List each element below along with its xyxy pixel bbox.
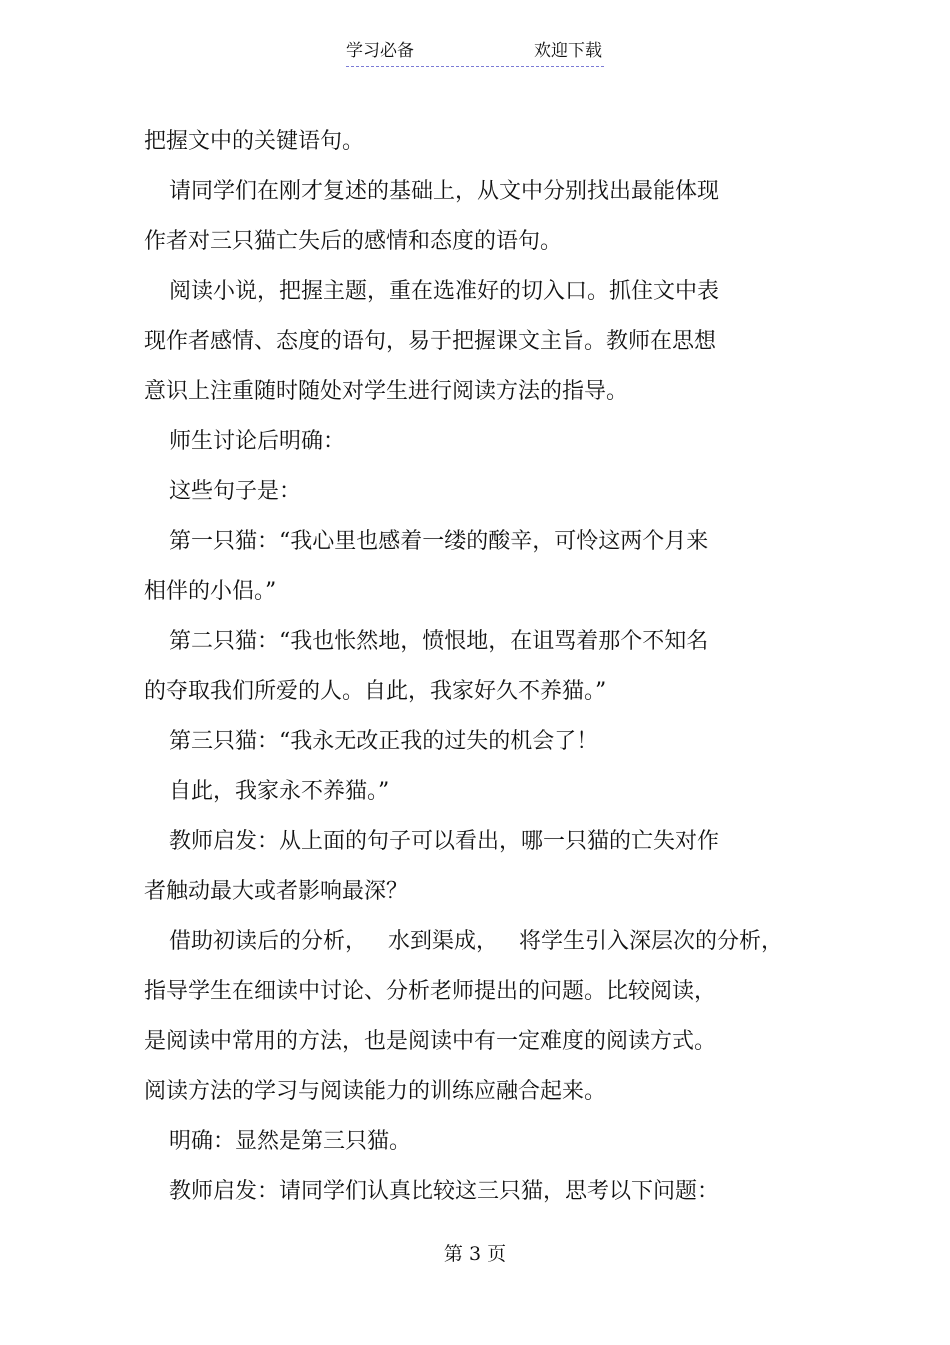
text-line: 是阅读中常用的方法，也是阅读中有一定难度的阅读方式。 bbox=[144, 1029, 717, 1054]
text-line: 第三只猫：“我永无改正我的过失的机会了！ bbox=[169, 729, 599, 754]
header-right-text: 欢迎下载 bbox=[534, 41, 602, 61]
text-line: 师生讨论后明确： bbox=[169, 429, 346, 454]
text-line: 教师启发：请同学们认真比较这三只猫，思考以下问题： bbox=[169, 1179, 720, 1204]
header-left-text: 学习必备 bbox=[346, 41, 414, 61]
text-line: 者触动最大或者影响最深？ bbox=[144, 879, 409, 904]
text-line: 的夺取我们所爱的人。自此，我家好久不养猫。” bbox=[144, 679, 607, 704]
text-line: 明确：显然是第三只猫。 bbox=[169, 1129, 412, 1154]
text-line: 这些句子是： bbox=[169, 479, 302, 504]
text-line: 借助初读后的分析， 水到渠成， 将学生引入深层次的分析， bbox=[169, 929, 783, 954]
text-line: 请同学们在刚才复述的基础上，从文中分别找出最能体现 bbox=[169, 179, 720, 204]
text-line: 现作者感情、态度的语句，易于把握课文主旨。教师在思想 bbox=[144, 329, 717, 354]
page-number: 第 3 页 bbox=[443, 1243, 507, 1265]
text-line: 第二只猫：“我也怅然地，愤恨地，在诅骂着那个不知名 bbox=[169, 629, 709, 654]
text-line: 自此，我家永不养猫。” bbox=[169, 779, 390, 804]
text-line: 阅读小说，把握主题，重在选准好的切入口。抓住文中表 bbox=[169, 279, 720, 304]
text-line: 相伴的小侣。” bbox=[144, 579, 277, 604]
text-line: 意识上注重随时随处对学生进行阅读方法的指导。 bbox=[144, 379, 629, 404]
text-line: 教师启发：从上面的句子可以看出，哪一只猫的亡失对作 bbox=[169, 829, 720, 854]
text-line: 指导学生在细读中讨论、分析老师提出的问题。比较阅读， bbox=[144, 979, 717, 1004]
text-line: 把握文中的关键语句。 bbox=[144, 129, 365, 154]
text-line: 阅读方法的学习与阅读能力的训练应融合起来。 bbox=[144, 1079, 607, 1104]
text-line: 第一只猫：“我心里也感着一缕的酸辛，可怜这两个月来 bbox=[169, 529, 709, 554]
text-line: 作者对三只猫亡失后的感情和态度的语句。 bbox=[144, 229, 563, 254]
